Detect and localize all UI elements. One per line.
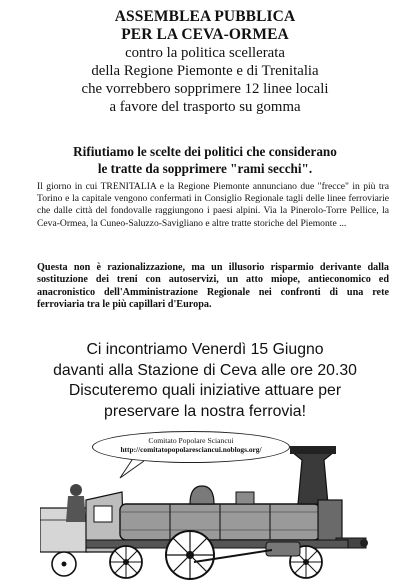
- speech-bubble: [92, 431, 290, 463]
- subtitle-line-1: contro la politica scellerata: [125, 45, 285, 61]
- subtitle-line-3: che vorrebbero sopprimere 12 linee locali: [81, 81, 329, 97]
- meeting-line-1: Ci incontriamo Venerdì 15 Giugno: [86, 341, 324, 358]
- bubble-url: http://comitatopopolaresciancui.noblogs.org/: [120, 445, 262, 454]
- subtitle-line-2: della Regione Piemonte e di Trenitalia: [91, 63, 319, 79]
- title-line-2: PER LA CEVA-ORMEA: [121, 26, 289, 43]
- meeting-announcement: [0, 340, 410, 422]
- body-paragraph: Il giorno in cui TRENITALIA e la Regione Piemonte annunciano due "frecce" in più tra Torino e la capitale vengono confermati in Consiglio Regionale tagli delle linee ferroviarie che dalle città del fondovalle raggiungono i paesi alpini. Via la Pinerolo-Torre Pellice, la Ceva-Ormea, la Cuneo-Saluzzo-Savigliano e altre tratte storiche del Piemonte ...: [37, 181, 389, 229]
- subtitle-line-4: a favore del trasporto su gomma: [109, 99, 301, 115]
- meeting-line-4: preservare la nostra ferrovia!: [104, 402, 306, 420]
- meeting-line-3: Discuteremo quali iniziative attuare per: [68, 382, 342, 399]
- bold-paragraph: Questa non è razionalizzazione, ma un illusorio risparmio derivante dalla sostituzione dei treni con autoservizi, un atto miope, antieconomico ed anacronistico dell'Amministrazione Regionale nei confronti di una rete ferroviaria tra le più capillari d'Europa.: [37, 262, 389, 311]
- slogan: [10, 143, 400, 177]
- bubble-org-name: Comitato Popolare Sciancui: [148, 436, 234, 445]
- flyer-header: [0, 8, 410, 116]
- slogan-line-2: le tratte da sopprimere "rami secchi".: [97, 161, 313, 176]
- meeting-line-2: davanti alla Stazione di Ceva alle ore 20.30: [53, 361, 357, 379]
- slogan-line-1: Rifiutiamo le scelte dei politici che considerano: [73, 144, 337, 159]
- title-line-1: ASSEMBLEA PUBBLICA: [114, 8, 296, 25]
